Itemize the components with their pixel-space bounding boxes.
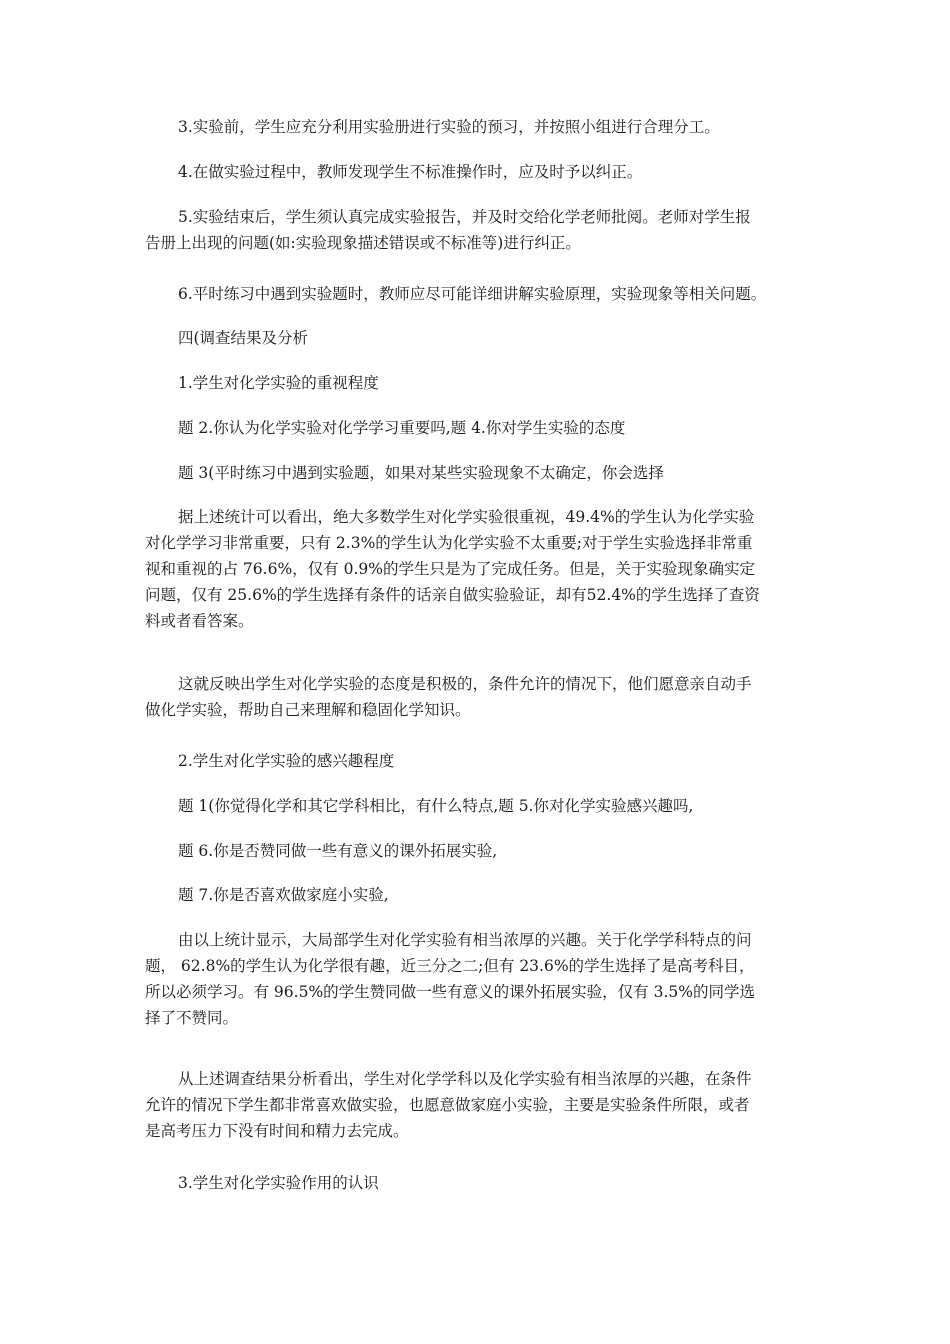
paragraph-line: 是高考压力下没有时间和精力去完成。	[145, 1122, 409, 1140]
list-item-6: 6.平时练习中遇到实验题时，教师应尽可能详细讲解实验原理，实验现象等相关问题。	[178, 285, 767, 303]
paragraph-line: 择了不赞同。	[145, 1009, 239, 1027]
paragraph-line: 料或者看答案。	[145, 612, 254, 630]
paragraph-line: 从上述调查结果分析看出，学生对化学学科以及化学实验有相当浓厚的兴趣，在条件	[178, 1070, 752, 1088]
section-heading-4: 四(调查结果及分析	[178, 329, 309, 347]
paragraph-line: 这就反映出学生对化学实验的态度是积极的，条件允许的情况下，他们愿意亲自动手	[178, 675, 752, 693]
paragraph-line: 由以上统计显示，大局部学生对化学实验有相当浓厚的兴趣。关于化学学科特点的问	[178, 931, 752, 949]
subheading-3: 3.学生对化学实验作用的认识	[178, 1174, 379, 1192]
list-item-5-line-2: 告册上出现的问题(如:实验现象描述错误或不标准等)进行纠正。	[145, 234, 581, 252]
paragraph-line: 允许的情况下学生都非常喜欢做实验，也愿意做家庭小实验，主要是实验条件所限，或者	[145, 1096, 750, 1114]
analysis-paragraph-1	[145, 504, 825, 634]
paragraph-line: 所以必须学习。有 96.5%的学生赞同做一些有意义的课外拓展实验，仅有 3.5%的同学选	[145, 983, 755, 1001]
question-6: 题 6.你是否赞同做一些有意义的课外拓展实验,	[178, 842, 498, 860]
question-7: 题 7.你是否喜欢做家庭小实验,	[178, 886, 389, 904]
analysis-paragraph-4	[145, 1066, 825, 1144]
paragraph-line: 问题，仅有 25.6%的学生选择有条件的话亲自做实验验证，却有52.4%的学生选择了查资	[145, 586, 760, 604]
analysis-paragraph-2	[145, 671, 825, 723]
subheading-2: 2.学生对化学实验的感兴趣程度	[178, 752, 395, 770]
paragraph-line: 视和重视的占 76.6%，仅有 0.9%的学生只是为了完成任务。但是，关于实验现象确实定	[145, 560, 755, 578]
list-item-4: 4.在做实验过程中，教师发现学生不标准操作时，应及时予以纠正。	[178, 163, 643, 181]
list-item-5-line-1: 5.实验结束后，学生须认真完成实验报告，并及时交给化学老师批阅。老师对学生报	[178, 208, 751, 226]
question-3: 题 3(平时练习中遇到实验题，如果对某些实验现象不太确定，你会选择	[178, 464, 664, 482]
question-1-5: 题 1(你觉得化学和其它学科相比，有什么特点,题 5.你对化学实验感兴趣吗,	[178, 797, 694, 815]
list-item-5	[145, 204, 818, 256]
paragraph-line: 做化学实验，帮助自己来理解和稳固化学知识。	[145, 701, 471, 719]
question-2-4: 题 2.你认为化学实验对化学学习重要吗,题 4.你对学生实验的态度	[178, 419, 626, 437]
paragraph-line: 对化学学习非常重要，只有 2.3%的学生认为化学实验不太重要;对于学生实验选择非常重	[145, 534, 753, 552]
analysis-paragraph-3	[145, 927, 825, 1031]
paragraph-line: 据上述统计可以看出，绝大多数学生对化学实验很重视，49.4%的学生认为化学实验	[178, 508, 755, 526]
subheading-1: 1.学生对化学实验的重视程度	[178, 374, 379, 392]
list-item-3: 3.实验前，学生应充分利用实验册进行实验的预习，并按照小组进行合理分工。	[178, 118, 720, 136]
paragraph-line: 题， 62.8%的学生认为化学很有趣，近三分之二;但有 23.6%的学生选择了是高考科目，	[145, 957, 755, 975]
